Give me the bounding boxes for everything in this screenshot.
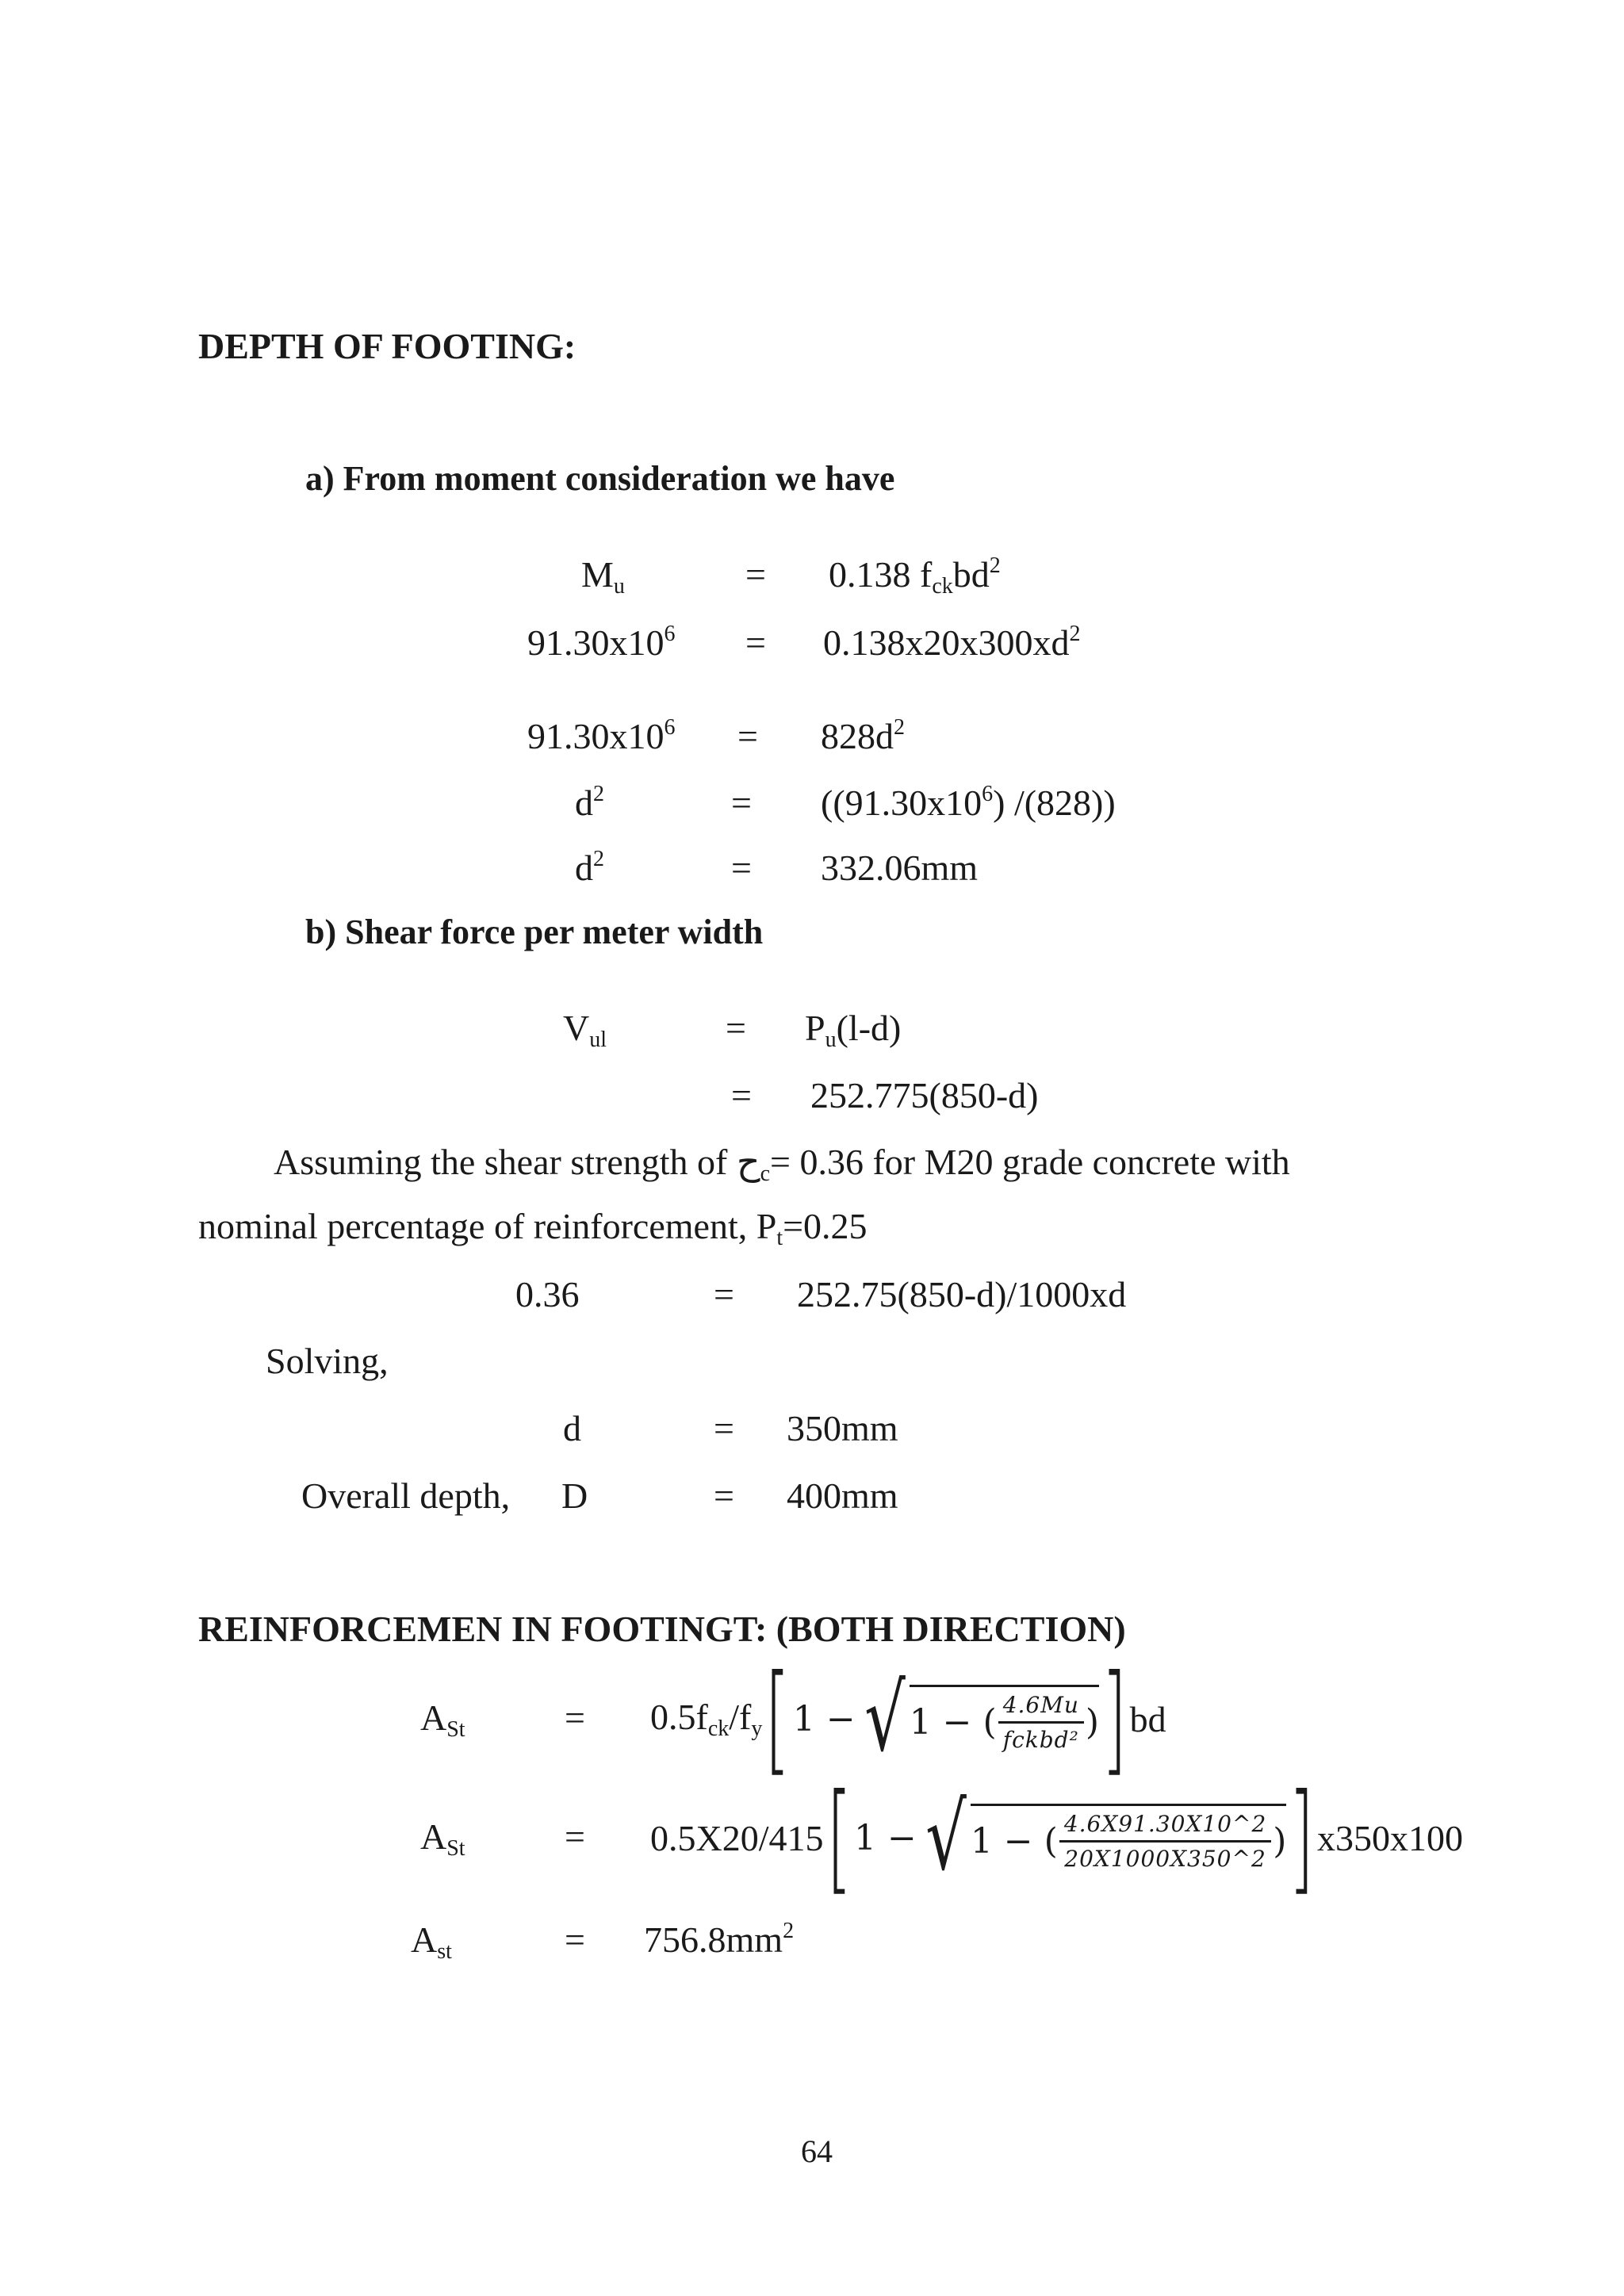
eq8-lhs: 0.36: [515, 1274, 580, 1314]
f1-one-minus: 1 −: [792, 1698, 856, 1739]
right-bracket-icon: ]: [1101, 1650, 1128, 1788]
eq5-rhs: 332.06mm: [821, 848, 979, 888]
square-root-icon: √ 1 − ( $\frac{4.6Mu}{\text{fckbd²}}$ ): [864, 1665, 1100, 1772]
heading-depth-of-footing: DEPTH OF FOOTING:: [198, 326, 576, 366]
eq2-lhs: $91.30x10^6$: [527, 622, 676, 663]
f1-prefix: $0.5f_{ck}/f_y$: [650, 1697, 763, 1741]
f2-lhs: $A_{St}$: [420, 1816, 465, 1861]
f2-equals: =: [565, 1816, 585, 1857]
f1-close: ): [1085, 1702, 1100, 1743]
f1-formula: [650, 1650, 1166, 1788]
f1-suffix: bd: [1129, 1698, 1166, 1739]
f2-numerator: 4.6X91.30X10^2: [1059, 1811, 1271, 1843]
eq9-rhs: 350mm: [787, 1408, 898, 1448]
eq9-lhs: d: [563, 1408, 581, 1448]
f3-rhs: $756.8mm^2$: [644, 1919, 795, 1960]
section-a-title: a) From moment consideration we have: [305, 459, 895, 498]
para-reinforcement: nominal percentage of reinforcement, $P_t=0.25$: [198, 1206, 868, 1250]
page-number: 64: [801, 2133, 833, 2169]
eq3-rhs: $828d^2$: [821, 715, 905, 756]
eq7-rhs: 252.775(850-d): [810, 1075, 1039, 1115]
f2-formula: [650, 1769, 1463, 1907]
eq3-lhs: $91.30x10^6$: [527, 715, 676, 756]
eq1-lhs: $M_u$: [581, 554, 625, 599]
eq10-equals: =: [714, 1475, 734, 1516]
f2-inner: 1 − (: [970, 1821, 1058, 1862]
f2-suffix: x350x100: [1316, 1817, 1463, 1858]
eq5-equals: =: [731, 848, 752, 888]
eq6-lhs: $V_{ul}$: [563, 1008, 607, 1052]
eq6-equals: =: [726, 1008, 746, 1048]
eq2-equals: =: [745, 622, 766, 663]
f2-prefix: 0.5X20/415: [650, 1817, 824, 1858]
f1-lhs: $A_{St}$: [420, 1697, 465, 1742]
f2-close: ): [1273, 1821, 1287, 1862]
eq2-rhs: $0.138x20x300xd^2$: [823, 622, 1081, 663]
f3-equals: =: [565, 1919, 585, 1960]
tau-symbol: ح: [736, 1140, 760, 1183]
f3-lhs: $A_{st}$: [411, 1919, 452, 1964]
eq4-equals: =: [731, 783, 752, 823]
f1-denominator: fckbd²: [1002, 1727, 1079, 1753]
section-b-title: b) Shear force per meter width: [305, 913, 764, 951]
eq8-equals: =: [714, 1274, 734, 1314]
f2-fraction: [1059, 1811, 1271, 1872]
eq1-equals: =: [745, 554, 766, 595]
eq9-equals: =: [714, 1408, 734, 1448]
eq5-lhs: $d^2$: [575, 847, 604, 888]
left-bracket-icon: [: [764, 1650, 791, 1788]
overall-depth-label: Overall depth,: [301, 1475, 511, 1516]
para-shear-strength: Assuming the shear strength of ح$_c$= 0.36 for M20 grade concrete with: [274, 1140, 1290, 1186]
solving-label: Solving,: [266, 1341, 389, 1381]
f1-inner: 1 − (: [909, 1702, 997, 1743]
f1-equals: =: [565, 1697, 585, 1738]
eq6-rhs: $P_u(l-d)$: [805, 1008, 902, 1052]
f2-one-minus: 1 −: [854, 1817, 917, 1858]
f2-denominator: 20X1000X350^2: [1064, 1846, 1266, 1872]
eq7-equals: =: [731, 1075, 752, 1115]
eq1-rhs: 0.138 $f_{ck}bd^2$: [829, 553, 1001, 599]
heading-reinforcement: REINFORCEMEN IN FOOTINGT: (BOTH DIRECTION): [198, 1609, 1126, 1649]
eq10-lhs: D: [561, 1475, 588, 1516]
f1-fraction: [998, 1692, 1084, 1753]
eq3-equals: =: [737, 716, 758, 756]
eq8-rhs: 252.75(850-d)/1000xd: [797, 1274, 1127, 1314]
right-bracket-icon: ]: [1289, 1769, 1315, 1907]
square-root-icon: √ 1 − ( $\frac{4.6X91.30X10\^{}2}{20X1000X350\^{}2}$ ): [925, 1784, 1287, 1891]
eq4-rhs: ($(91.30x10^6)$ /(828)): [821, 782, 1116, 823]
eq10-rhs: 400mm: [787, 1475, 898, 1516]
f1-numerator: 4.6Mu: [998, 1692, 1084, 1724]
left-bracket-icon: [: [825, 1769, 852, 1907]
eq4-lhs: $d^2$: [575, 782, 604, 823]
